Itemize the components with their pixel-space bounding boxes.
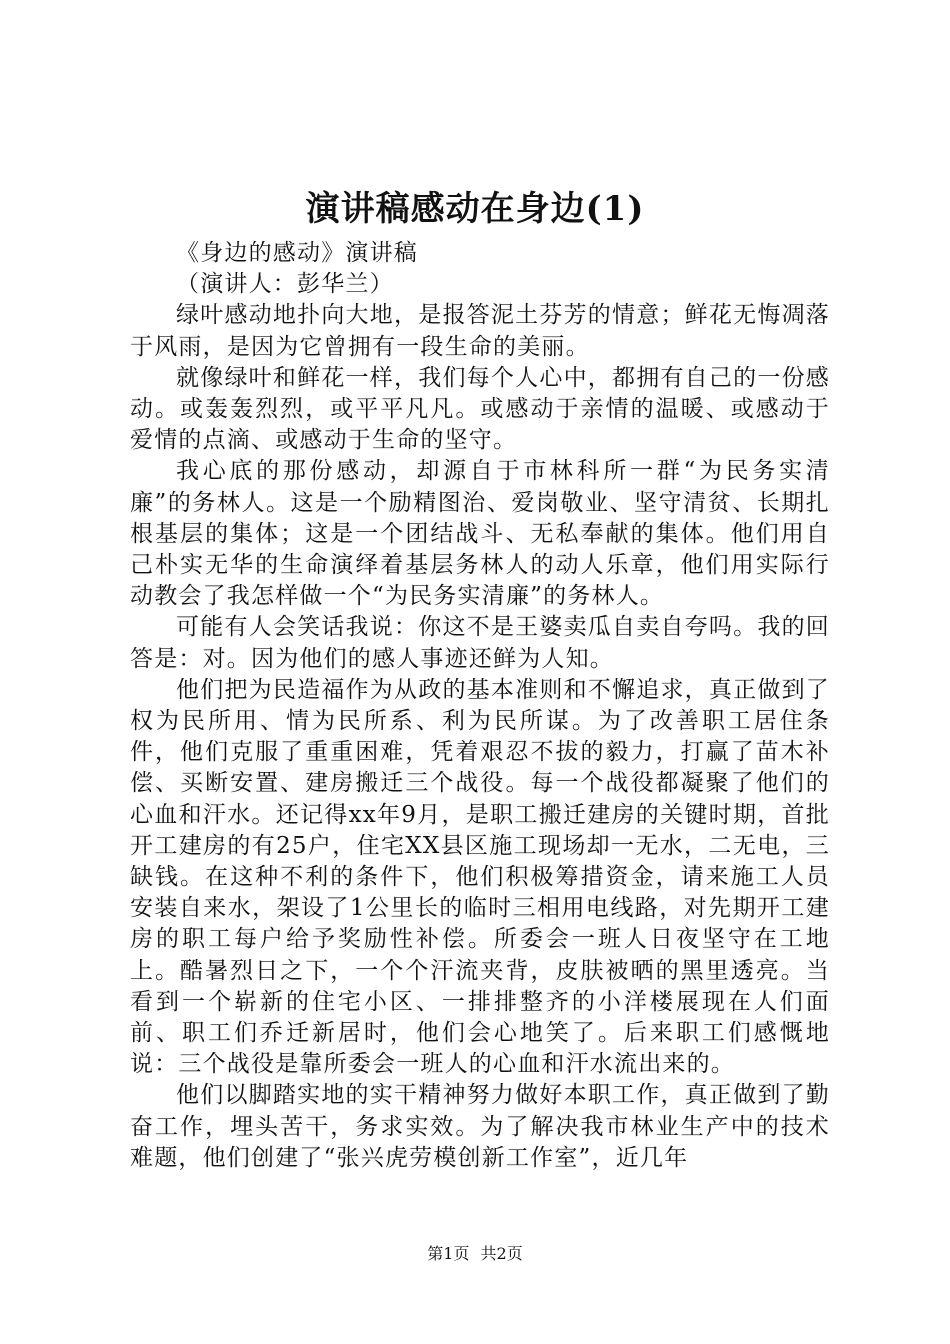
document-body [130, 238, 830, 1174]
paragraph: 他们以脚踏实地的实干精神努力做好本职工作，真正做到了勤奋工作，埋头苦干，务求实效。为了解决我市林业生产中的技术难题，他们创建了“张兴虎劳模创新工作室”，近几年 [130, 1082, 830, 1171]
paragraph-speech-heading: 《身边的感动》演讲稿 [176, 240, 418, 266]
page-footer [0, 1243, 950, 1265]
paragraph: 我心底的那份感动，却源自于市林科所一群“为民务实清廉”的务林人。这是一个励精图治、爱岗敬业、坚守清贫、长期扎根基层的集体；这是一个团结战斗、无私奉献的集体。他们用自己朴实无华的生命演绎着基层务林人的动人乐章，他们用实际行动教会了我怎样做一个“为民务实清廉”的务林人。 [130, 458, 830, 610]
document-title: 演讲稿感动在身边(1) [305, 189, 645, 229]
paragraph: 他们把为民造福作为从政的基本准则和不懈追求，真正做到了权为民所用、情为民所系、利为民所谋。为了改善职工居住条件，他们克服了重重困难，凭着艰忍不拔的毅力，打赢了苗木补偿、买断安置、建房搬迁三个战役。每一个战役都凝聚了他们的心血和汗水。还记得xx年9月，是职工搬迁建房的关键时期，首批开工建房的有25户，住宅XX县区施工现场却一无水，二无电，三缺钱。在这种不利的条件下，他们积极筹措资金，请来施工人员安装自来水，架设了1公里长的临时三相用电线路，对先期开工建房的职工每户给予奖励性补偿。所委会一班人日夜坚守在工地上。酷暑烈日之下，一个个汗流夹背，皮肤被晒的黑里透亮。当看到一个崭新的住宅小区、一排排整齐的小洋楼展现在人们面前、职工们乔迁新居时，他们会心地笑了。后来职工们感慨地说：三个战役是靠所委会一班人的心血和汗水流出来的。 [130, 676, 830, 1078]
paragraph: 绿叶感动地扑向大地，是报答泥土芬芳的情意；鲜花无悔凋落于风雨，是因为它曾拥有一段生命的美丽。 [130, 302, 830, 360]
paragraph: 就像绿叶和鲜花一样，我们每个人心中，都拥有自己的一份感动。或轰轰烈烈，或平平凡凡。或感动于亲情的温暖、或感动于爱情的点滴、或感动于生命的坚守。 [130, 364, 830, 454]
page-total: 共2页 [480, 1244, 523, 1263]
paragraph-speaker: （演讲人：彭华兰） [176, 271, 394, 298]
page-number: 第1页 [427, 1244, 470, 1263]
paragraph: 可能有人会笑话我说：你这不是王婆卖瓜自卖自夸吗。我的回答是：对。因为他们的感人事迹还鲜为人知。 [130, 614, 830, 672]
